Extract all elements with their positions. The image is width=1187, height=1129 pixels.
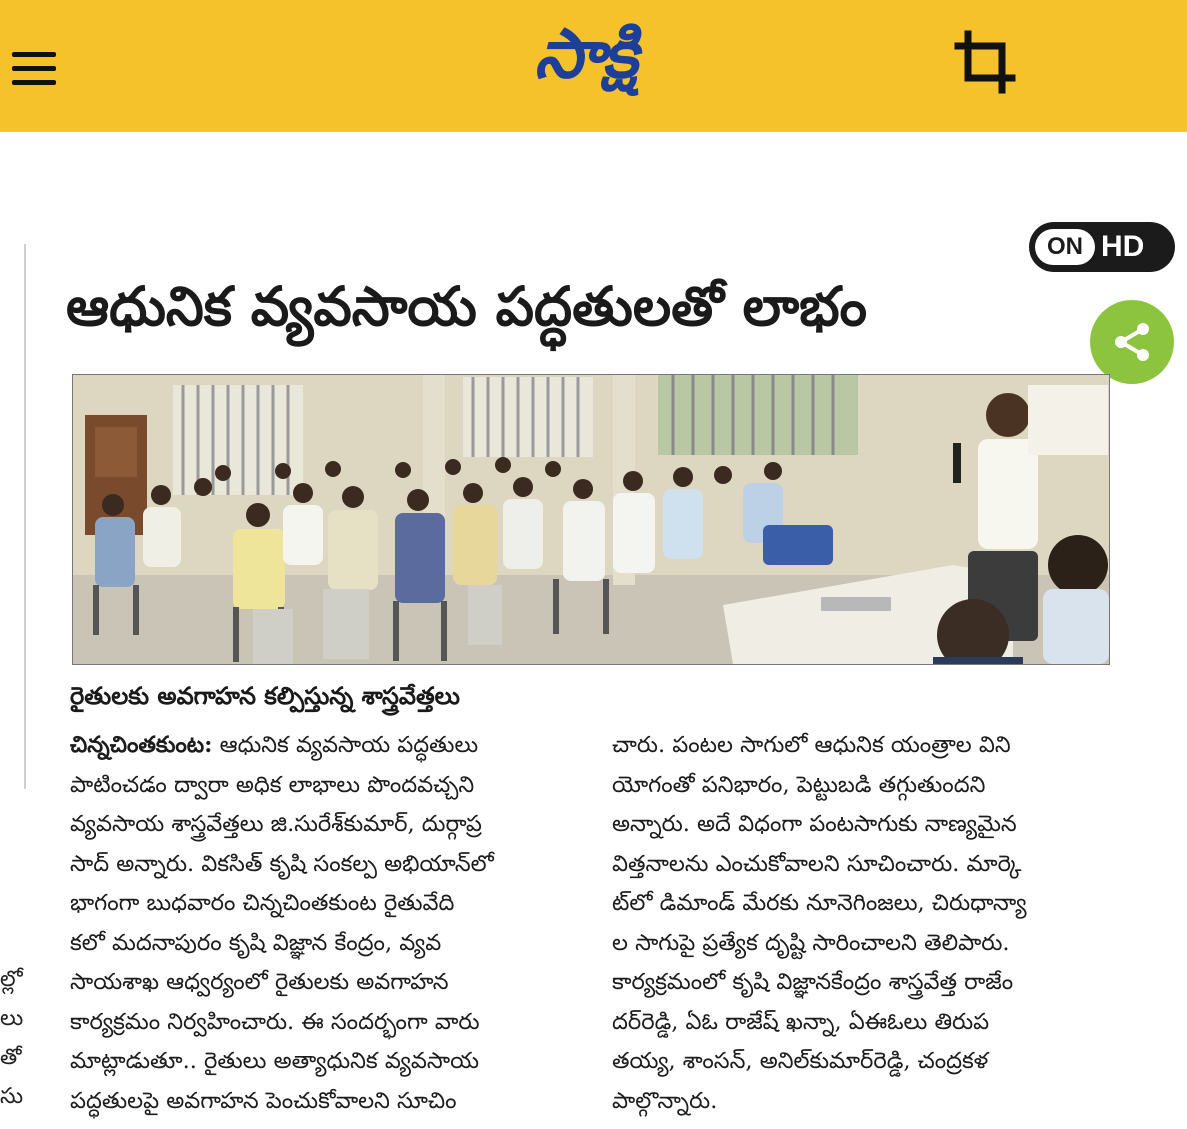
body-line: సాద్ అన్నారు. వికసిత్ కృషి సంకల్ప అభియాన్‌లో bbox=[70, 850, 494, 877]
app-header bbox=[0, 0, 1187, 132]
body-line: చిన్నచింతకుంట: ఆధునిక వ్యవసాయ పద్ధతులు bbox=[70, 732, 479, 758]
article-photo bbox=[72, 374, 1110, 665]
sakshi-logo: సాక్షి bbox=[534, 14, 636, 94]
adjacent-column-fragment: ల్లో లు తో సు bbox=[0, 967, 24, 1109]
article-column-2 bbox=[612, 726, 1108, 1121]
toggle-on-label: ON bbox=[1035, 229, 1095, 265]
article-headline: ఆధునిక వ్యవసాయ పద్ధతులతో లాభం bbox=[66, 275, 868, 338]
share-icon bbox=[1109, 319, 1155, 365]
body-line: యోగంతో పనిభారం, పెట్టుబడి తగ్గుతుందని bbox=[612, 771, 986, 798]
share-button[interactable] bbox=[1090, 300, 1174, 384]
body-line: కార్యక్రమం నిర్వహించారు. ఈ సందర్భంగా వారు bbox=[70, 1008, 480, 1035]
body-line: మాట్లాడుతూ.. రైతులు అత్యాధునిక వ్యవసాయ bbox=[70, 1048, 480, 1074]
body-line: పద్ధతులపై అవగాహన పెంచుకోవాలని సూచిం bbox=[70, 1087, 457, 1114]
dateline: చిన్నచింతకుంట: bbox=[70, 732, 213, 758]
body-line: దర్‌రెడ్డి, ఏఓ రాజేష్ ఖన్నా, ఏఈఓలు తిరుప bbox=[612, 1008, 990, 1035]
body-line: తయ్య, శాంసన్, అనిల్‌కుమార్‌రెడ్డి, చంద్రకళ bbox=[612, 1048, 989, 1074]
body-line: ట్‌లో డిమాండ్ మేరకు నూనెగింజలు, చిరుధాన్యా bbox=[612, 890, 1027, 916]
article-column-1 bbox=[70, 726, 566, 1121]
body-line: విత్తనాలను ఎంచుకోవాలని సూచించారు. మార్కె bbox=[612, 850, 1022, 877]
adjacent-column-edge bbox=[0, 244, 26, 789]
hamburger-menu-icon[interactable] bbox=[12, 52, 56, 88]
body-line: భాగంగా బుధవారం చిన్నచింతకుంట రైతువేది bbox=[70, 890, 455, 916]
photo-caption: రైతులకు అవగాహన కల్పిస్తున్న శాస్త్రవేత్తలు bbox=[70, 682, 460, 710]
body-line: అన్నారు. అదే విధంగా పంటసాగుకు నాణ్యమైన bbox=[612, 811, 1017, 837]
body-line: సాయశాఖ ఆధ్వర్యంలో రైతులకు అవగాహన bbox=[70, 969, 449, 995]
body-line: పాల్గొన్నారు. bbox=[612, 1087, 718, 1114]
body-line: కలో మదనాపురం కృషి విజ్ఞాన కేంద్రం, వ్యవ bbox=[70, 929, 442, 956]
body-line: పాటించడం ద్వారా అధిక లాభాలు పొందవచ్చని bbox=[70, 771, 475, 798]
body-line: కార్యక్రమంలో కృషి విజ్ఞానకేంద్రం శాస్త్రవేత్త రాజేం bbox=[612, 969, 1014, 995]
crop-icon[interactable] bbox=[954, 30, 1018, 94]
body-line: వ్యవసాయ శాస్త్రవేత్తలు జి.సురేశ్‌కుమార్, దుర్గాప్ర bbox=[70, 811, 482, 837]
body-line: ల సాగుపై ప్రత్యేక దృష్టి సారించాలని తెలిపారు. bbox=[612, 929, 1010, 956]
toggle-hd-label: HD bbox=[1101, 230, 1145, 263]
body-line: చారు. పంటల సాగులో ఆధునిక యంత్రాల విని bbox=[612, 732, 1011, 758]
